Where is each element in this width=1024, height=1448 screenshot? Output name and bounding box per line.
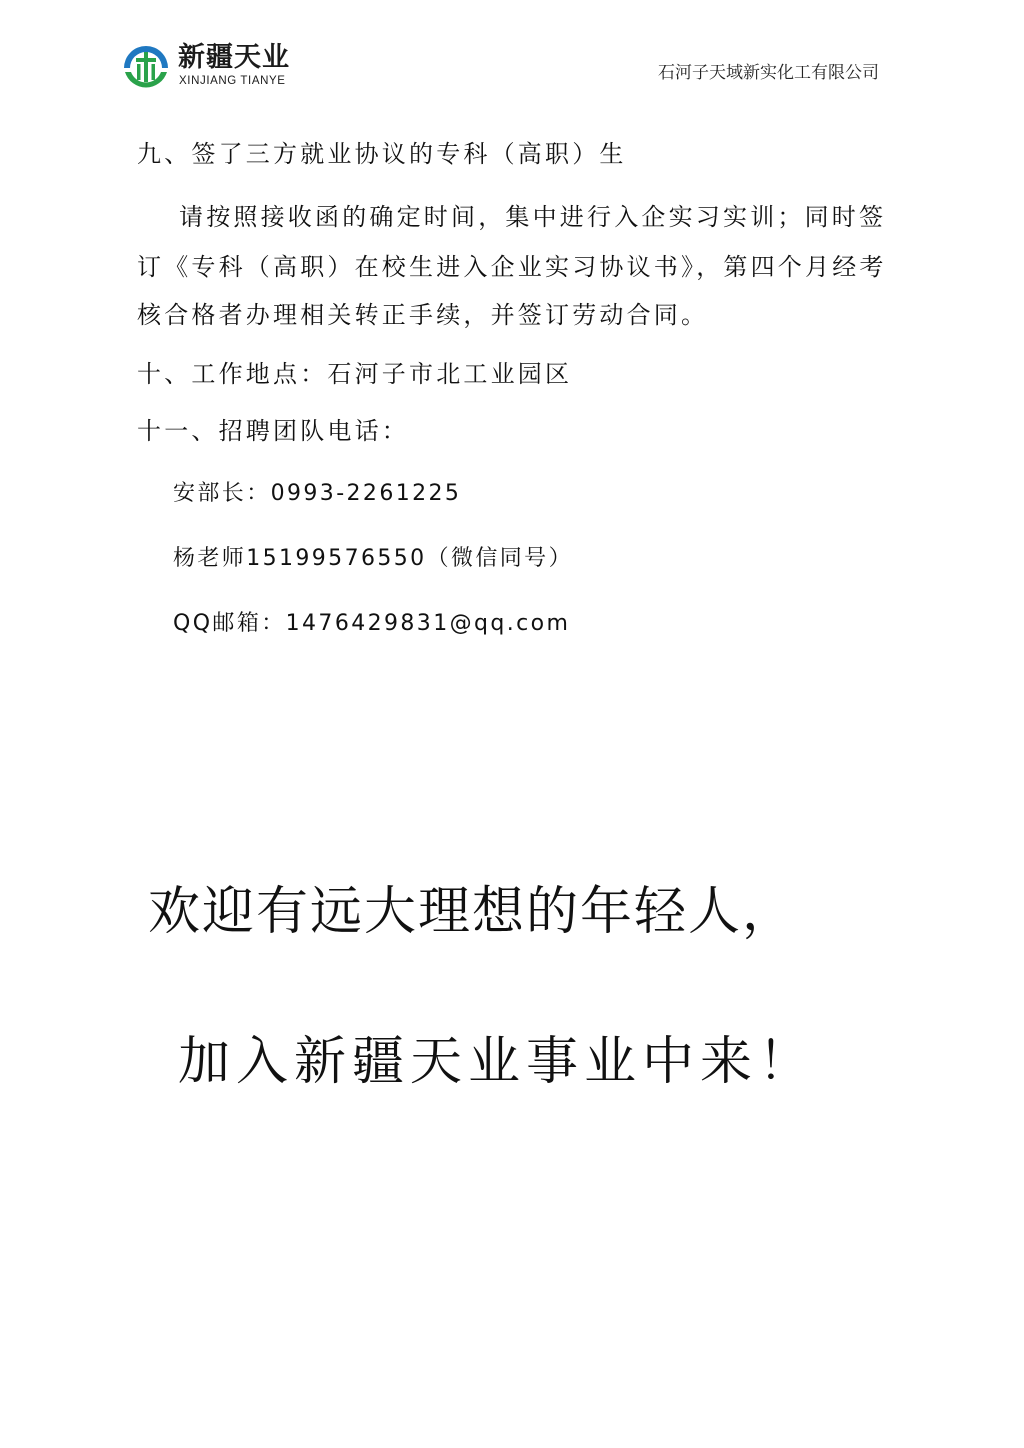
section-ten-heading: 十、工作地点：石河子市北工业园区 [137,360,573,388]
section-eleven-heading: 十一、招聘团队电话： [137,417,409,445]
company-name: 石河子天域新实化工有限公司 [658,63,879,83]
company-logo [122,42,322,92]
slogan-line-2: 加入新疆天业事业中来！ [178,1032,817,1092]
section-nine-body-line-2: 订《专科（高职）在校生进入企业实习协议书》，第四个月经考 [137,253,887,281]
page-header [0,0,1024,110]
logo-name-en: XINJIANG TIANYE [179,75,286,87]
section-nine-heading: 九、签了三方就业协议的专科（高职）生 [137,140,627,168]
contact-an: 安部长：0993-2261225 [173,481,462,506]
section-nine-body-line-1: 请按照接收函的确定时间，集中进行入企实习实训；同时签 [179,203,887,231]
tianye-logo-icon [122,42,170,90]
section-nine-body-line-3: 核合格者办理相关转正手续，并签订劳动合同。 [137,301,709,329]
contact-qq-email: QQ邮箱：1476429831@qq.com [173,611,571,636]
slogan-line-1: 欢迎有远大理想的年轻人， [148,882,797,942]
logo-name-cn: 新疆天业 [178,42,290,73]
contact-yang: 杨老师15199576550（微信同号） [173,546,573,571]
